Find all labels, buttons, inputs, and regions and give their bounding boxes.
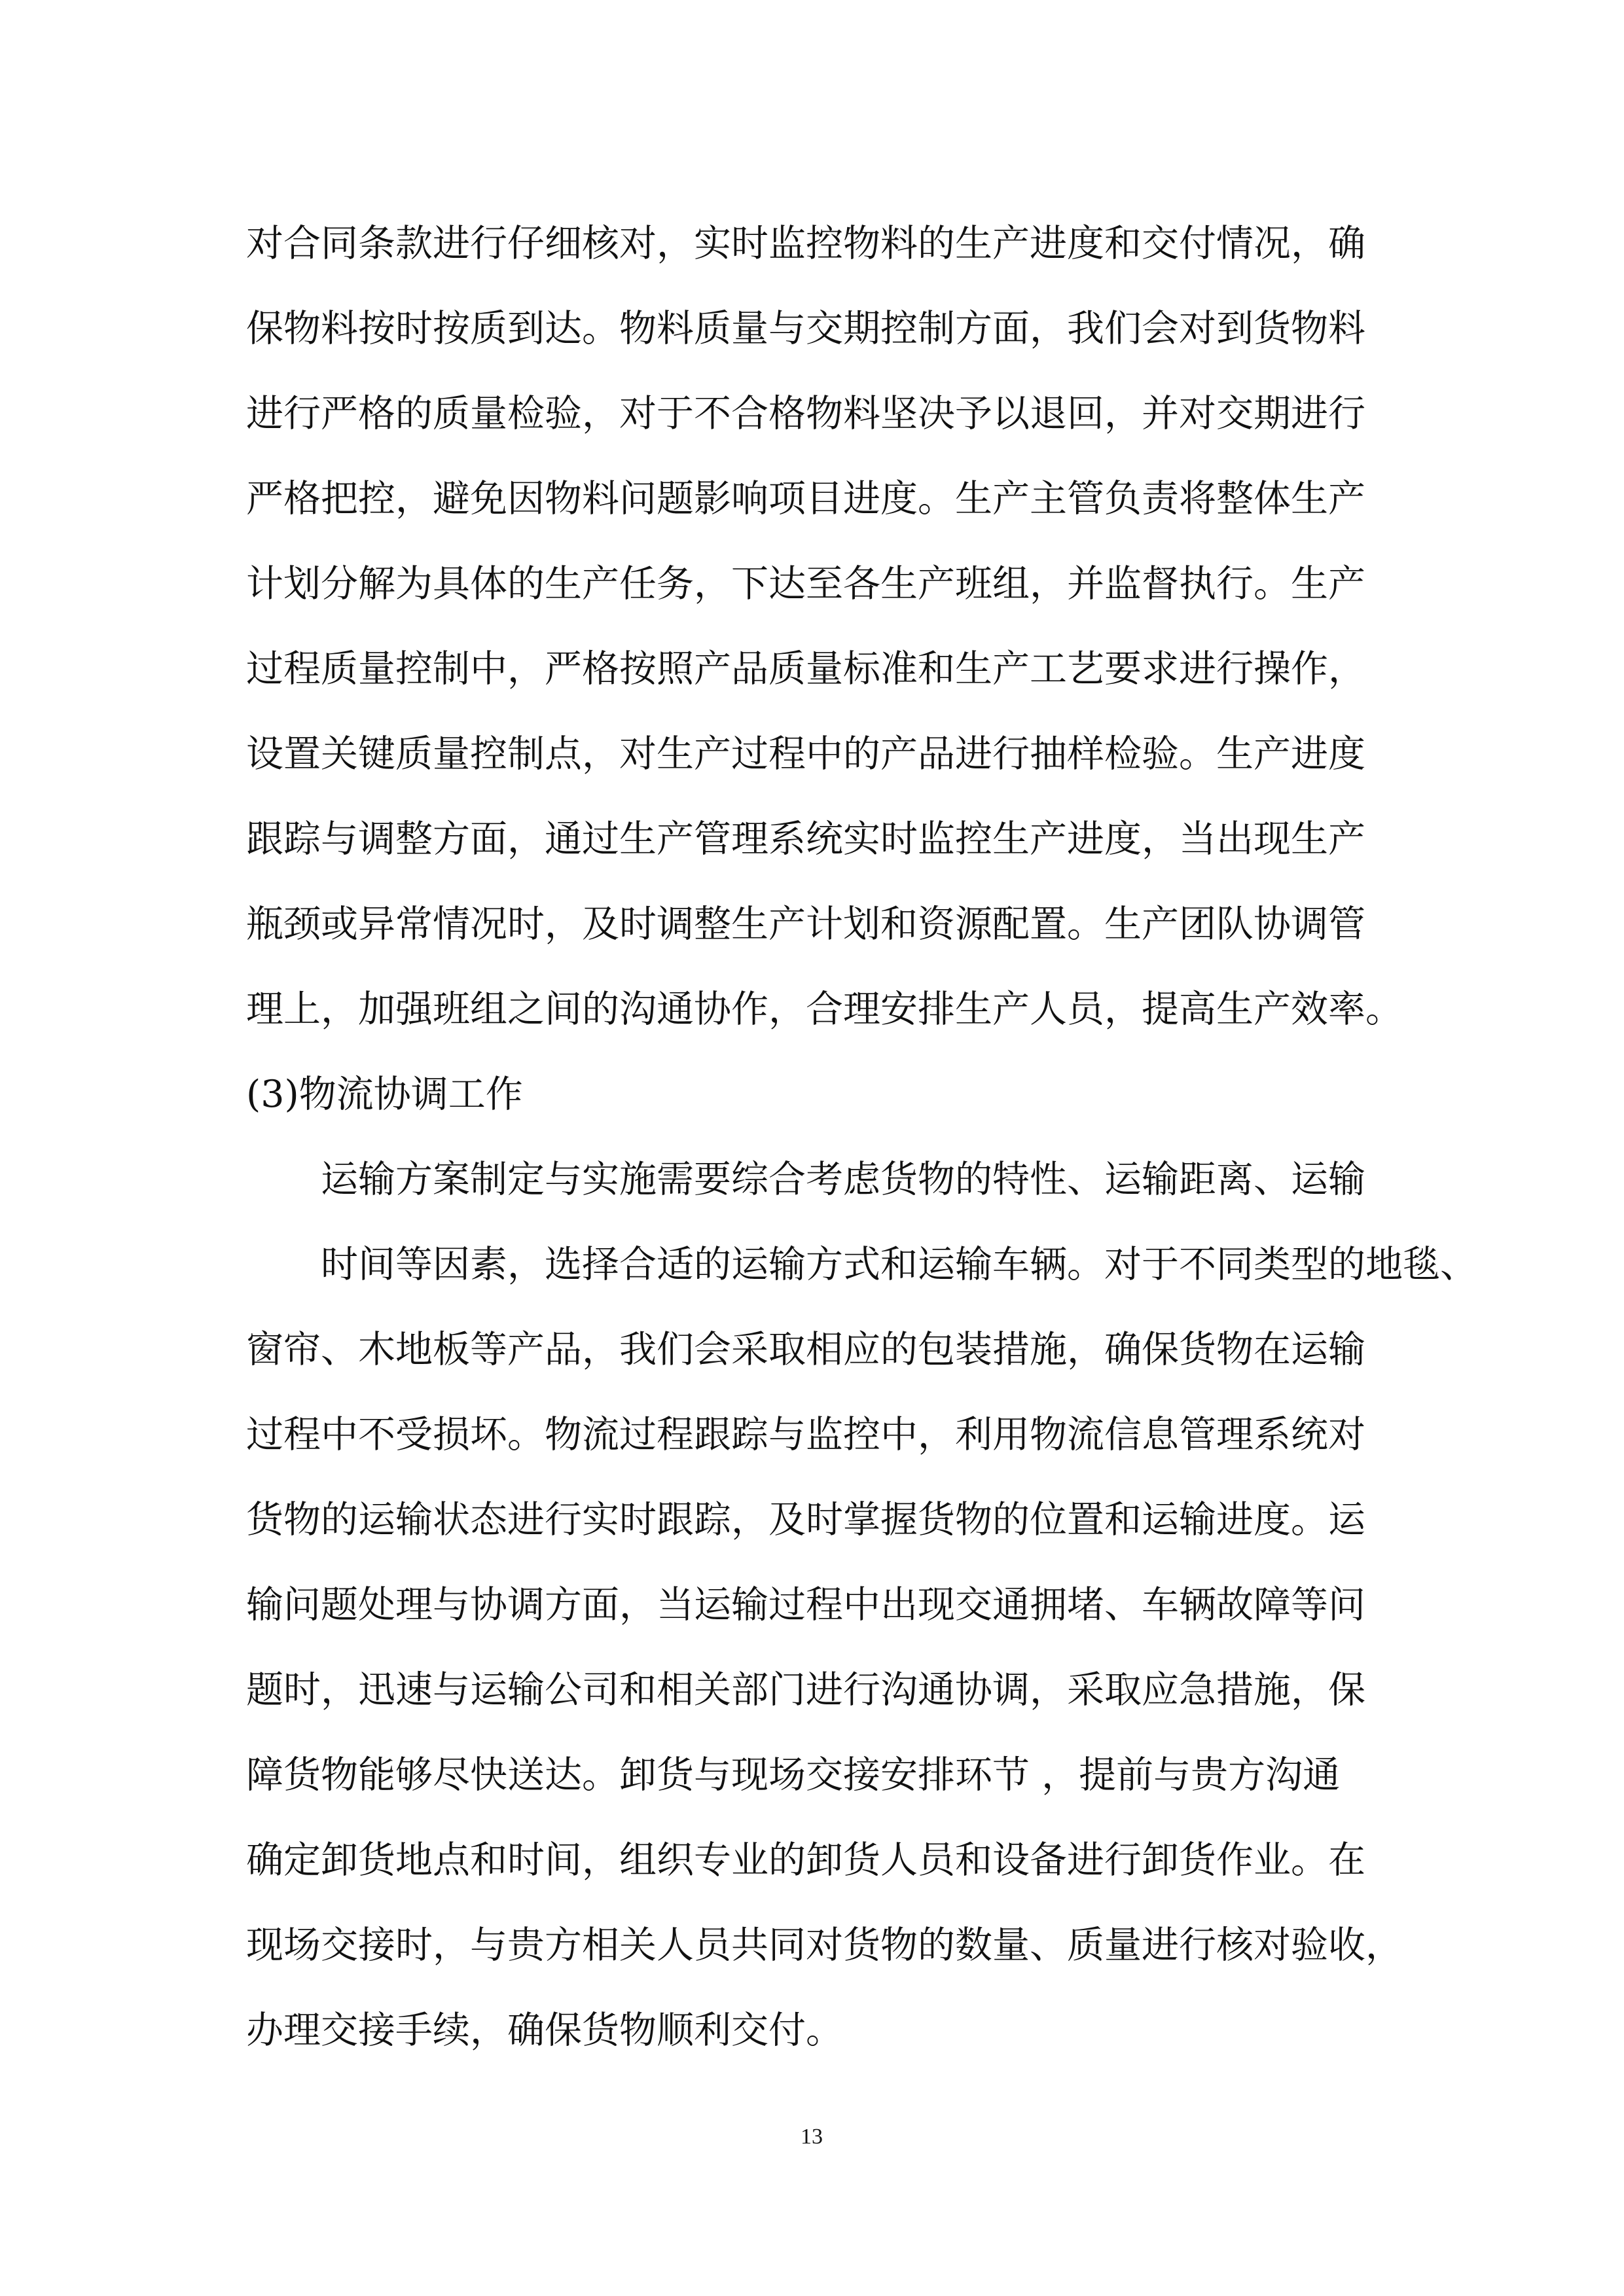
body-text-line: 对合同条款进行仔细核对，实时监控物料的生产进度和交付情况，确 <box>246 222 1365 265</box>
body-text-line: 过程中不受损坏。物流过程跟踪与监控中，利用物流信息管理系统对 <box>246 1413 1365 1456</box>
body-text-line: 进行严格的质量检验，对于不合格物料坚决予以退回，并对交期进行 <box>246 392 1365 435</box>
body-text-line: 过程质量控制中，严格按照产品质量标准和生产工艺要求进行操作， <box>246 647 1365 691</box>
body-text-line: 跟踪与调整方面，通过生产管理系统实时监控生产进度，当出现生产 <box>246 817 1365 861</box>
body-text-line: 货物的运输状态进行实时跟踪，及时掌握货物的位置和运输进度。运 <box>246 1498 1365 1541</box>
body-text-line: 现场交接时，与贵方相关人员共同对货物的数量、质量进行核对验收， <box>246 1924 1403 1967</box>
body-text-line: 窗帘、木地板等产品，我们会采取相应的包装措施，确保货物在运输 <box>246 1328 1365 1371</box>
section-heading: (3)物流协调工作 <box>246 1073 523 1116</box>
body-text-line: 理上，加强班组之间的沟通协作，合理安排生产人员，提高生产效率。 <box>246 988 1403 1031</box>
body-text-line: 题时，迅速与运输公司和相关部门进行沟通协调，采取应急措施，保 <box>246 1668 1365 1712</box>
body-text-line: 计划分解为具体的生产任务，下达至各生产班组，并监督执行。生产 <box>246 562 1365 605</box>
body-text-line: 瓶颈或异常情况时，及时调整生产计划和资源配置。生产团队协调管 <box>246 903 1365 946</box>
body-text-line: 设置关键质量控制点，对生产过程中的产品进行抽样检验。生产进度 <box>246 732 1365 776</box>
body-text-line: 输问题处理与协调方面，当运输过程中出现交通拥堵、车辆故障等问 <box>246 1583 1365 1626</box>
body-text-line: 时间等因素，选择合适的运输方式和运输车辆。对于不同类型的地毯、 <box>321 1243 1477 1286</box>
page-number: 13 <box>801 2125 823 2149</box>
body-text-line: 保物料按时按质到达。物料质量与交期控制方面，我们会对到货物料 <box>246 307 1365 350</box>
body-text-line: 严格把控，避免因物料问题影响项目进度。生产主管负责将整体生产 <box>246 477 1365 520</box>
body-text-line: 确定卸货地点和时间，组织专业的卸货人员和设备进行卸货作业。在 <box>246 1839 1365 1882</box>
body-text-line: 障货物能够尽快送达。卸货与现场交接安排环节 ，提前与贵方沟通 <box>246 1753 1341 1797</box>
body-text-line: 运输方案制定与实施需要综合考虑货物的特性、运输距离、运输 <box>321 1158 1365 1201</box>
body-text-line: 办理交接手续，确保货物顺利交付。 <box>246 2009 843 2052</box>
